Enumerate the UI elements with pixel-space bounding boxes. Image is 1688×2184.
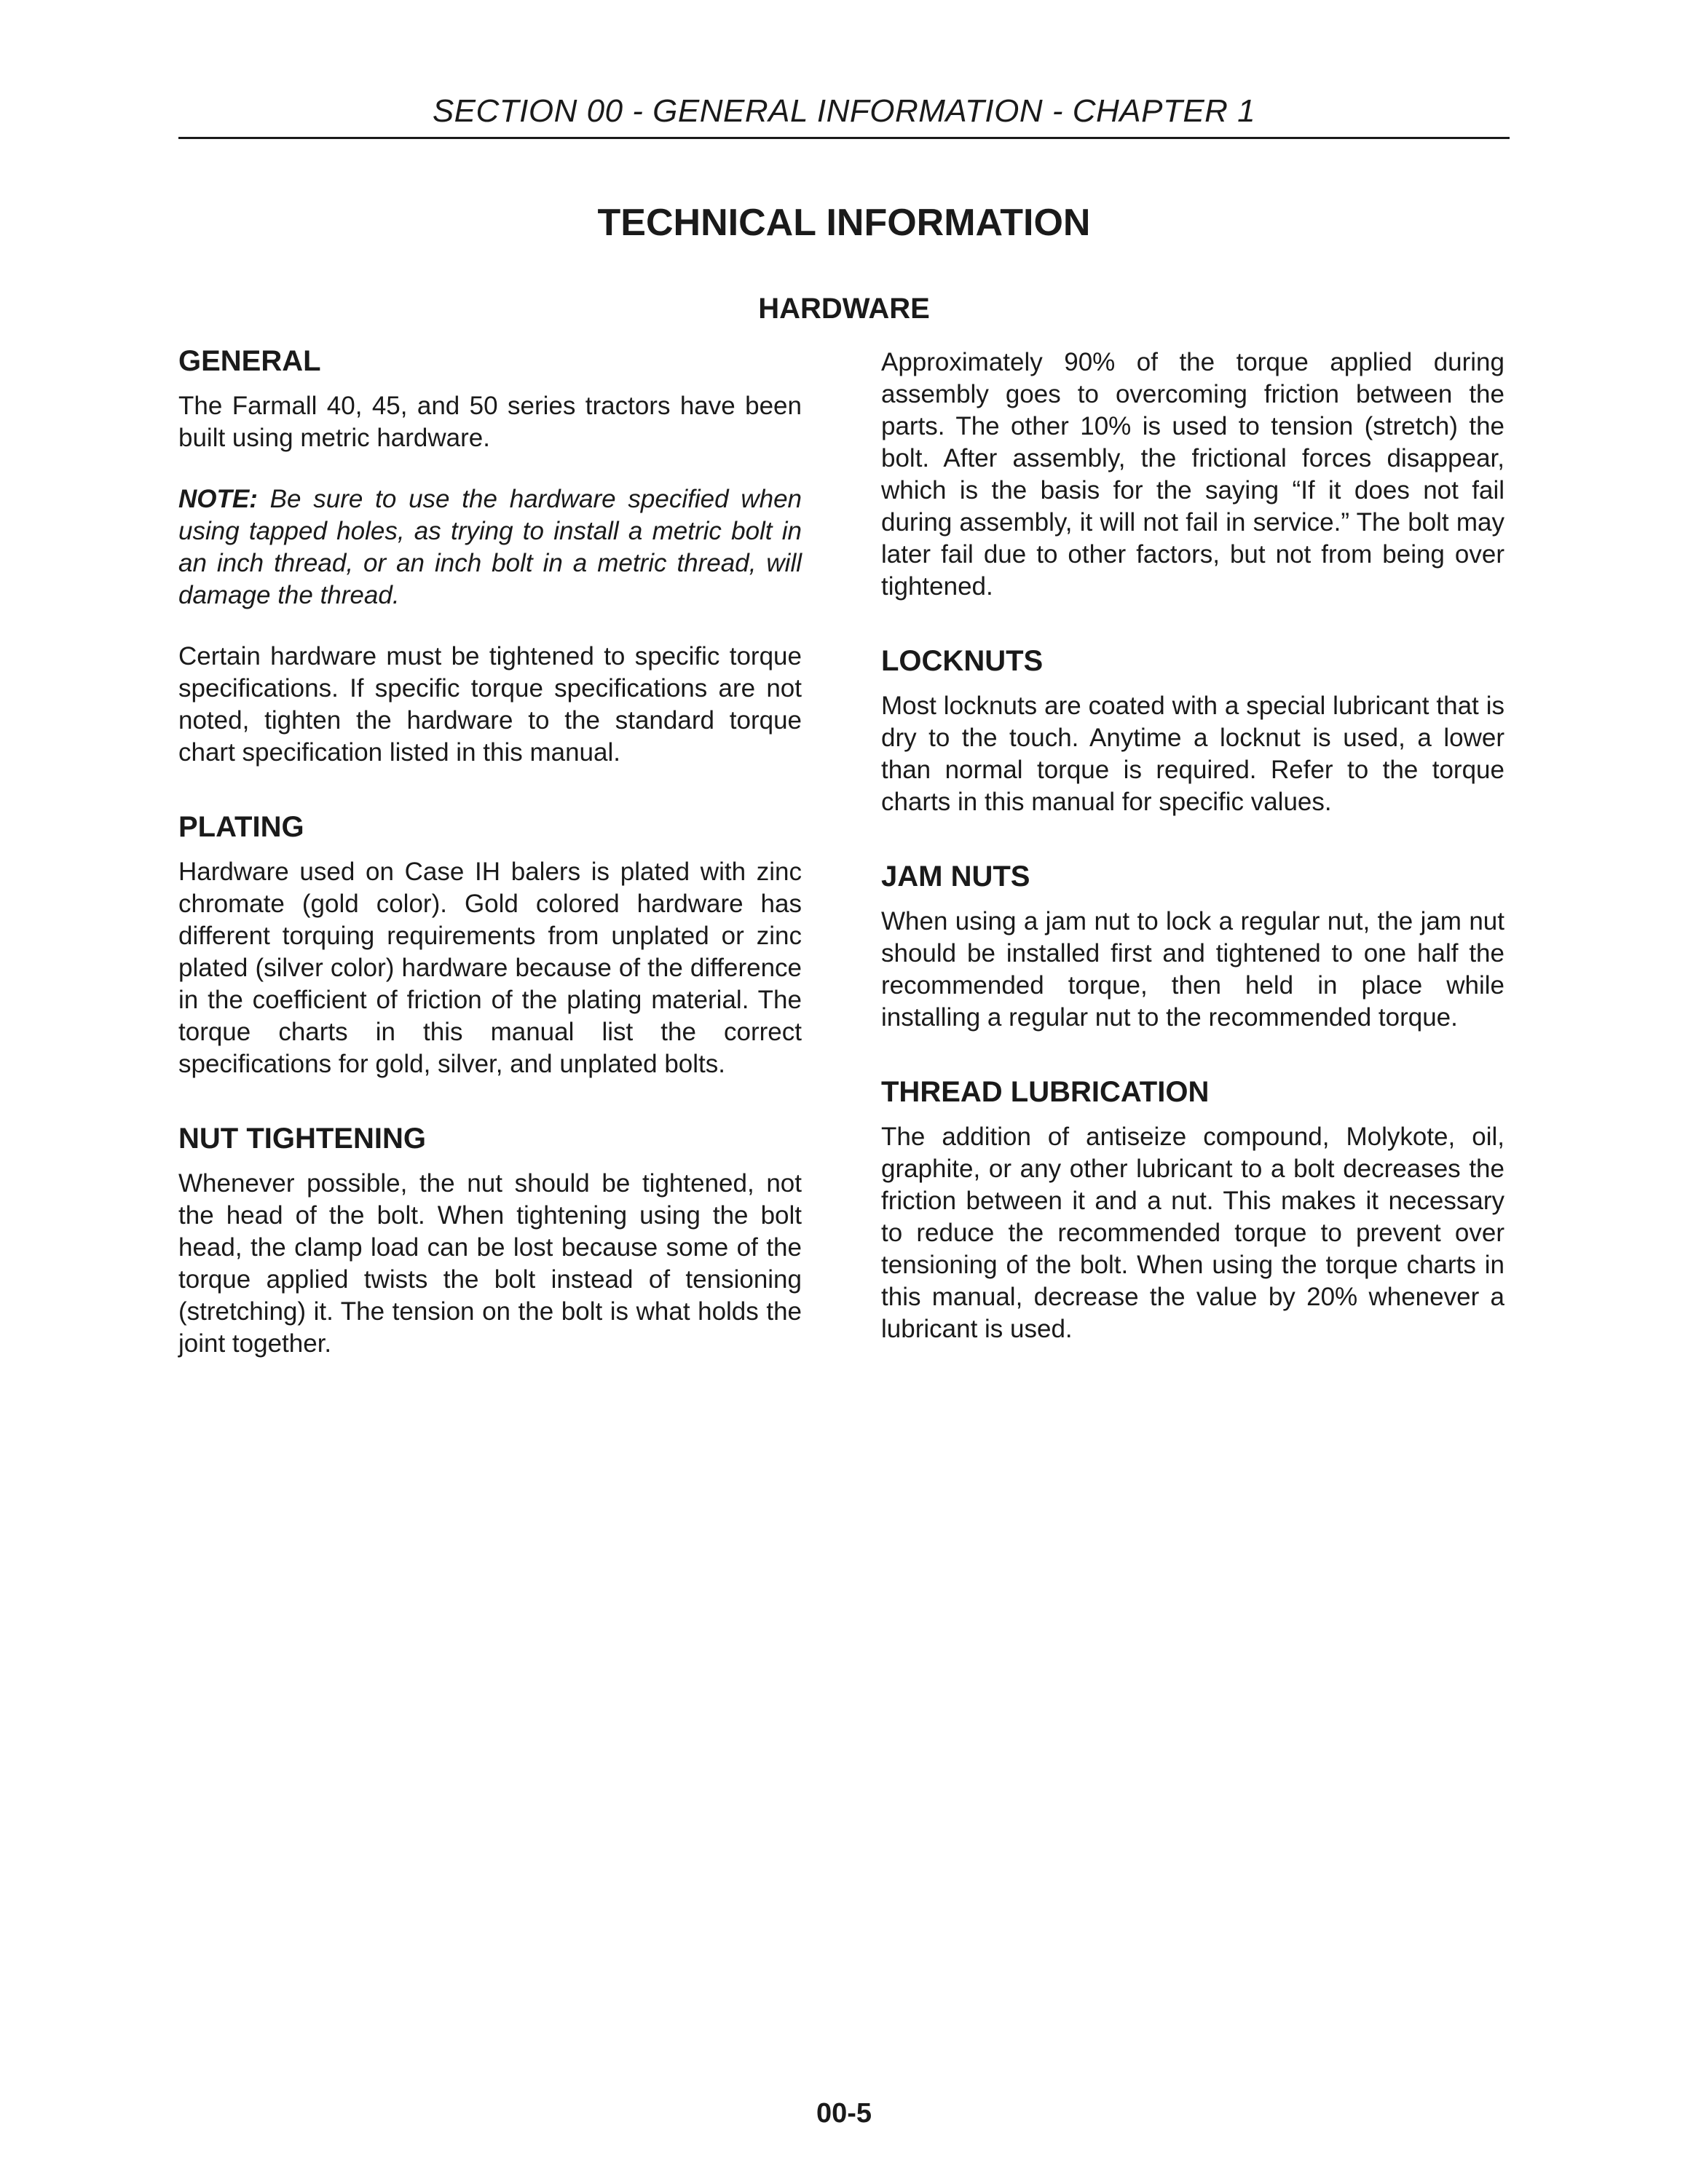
note-paragraph xyxy=(178,483,802,612)
jam-nuts-section xyxy=(881,859,1504,1034)
note-text: Be sure to use the hardware specified when using tapped holes, as trying to install a metric bolt in an inch thread, or an inch bolt in a metric thread, will damage the thread. xyxy=(178,485,802,609)
running-header: SECTION 00 - GENERAL INFORMATION - CHAPTER 1 xyxy=(432,93,1256,129)
jam-nuts-heading: JAM NUTS xyxy=(881,860,1030,893)
thread-lubrication-paragraph: The addition of antiseize compound, Molykote, oil, graphite, or any other lubricant to a bolt decreases the friction between it and a nut. This makes it necessary to reduce the recommended torque to prevent over tensioning of the bolt. When using the torque charts in this manual, decrease the value by 20% whenever a lubricant is used. xyxy=(881,1123,1504,1343)
page-number: 00-5 xyxy=(816,2098,872,2129)
thread-lubrication-heading: THREAD LUBRICATION xyxy=(881,1076,1210,1108)
plating-paragraph: Hardware used on Case IH balers is plated with zinc chromate (gold color). Gold colored hardware has different torquing requirements from unplated or zinc plated (silver color) hardware because of the difference in the coefficient of friction of the plating material. The torque charts in this manual list the correct specifications for gold, silver, and unplated bolts. xyxy=(178,858,802,1078)
page-title: TECHNICAL INFORMATION xyxy=(597,202,1091,244)
section-heading: HARDWARE xyxy=(758,293,930,325)
jam-nuts-paragraph: When using a jam nut to lock a regular nut, the jam nut should be installed first and tightened to one half the recommended torque, then held in place while installing a regular nut to the recommended torque. xyxy=(881,907,1504,1032)
torque-intro-paragraph: Approximately 90% of the torque applied during assembly goes to overcoming friction between the parts. The other 10% is used to tension (stretch) the bolt. After assembly, the frictional forces disappear, which is the basis for the saying “If it does not fail during assembly, it will not fail in service.” The bolt may later fail due to other factors, but not from being over tightened. xyxy=(881,348,1504,601)
note-label: NOTE: xyxy=(178,485,258,513)
locknuts-paragraph: Most locknuts are coated with a special lubricant that is dry to the touch. Anytime a locknut is used, a lower than normal torque is required. Refer to the torque charts in this manual for specific values. xyxy=(881,692,1504,816)
nut-tightening-paragraph: Whenever possible, the nut should be tightened, not the head of the bolt. When tightening using the bolt head, the clamp load can be lost because some of the torque applied twists the bolt instead of tensioning (stretching) it. The tension on the bolt is what holds the joint together. xyxy=(178,1169,802,1358)
right-column xyxy=(881,347,1504,1386)
general-heading: GENERAL xyxy=(178,345,321,377)
torque-intro-section xyxy=(881,347,1504,603)
plating-heading: PLATING xyxy=(178,811,304,843)
general-paragraph-1: The Farmall 40, 45, and 50 series tractors have been built using metric hardware. xyxy=(178,392,802,452)
left-column xyxy=(178,344,802,1401)
header-rule xyxy=(178,137,1510,139)
nut-tightening-section xyxy=(178,1121,802,1360)
nut-tightening-heading: NUT TIGHTENING xyxy=(178,1123,426,1155)
plating-section xyxy=(178,810,802,1080)
general-paragraph-2: Certain hardware must be tightened to specific torque specifications. If specific torque specifications are not noted, tighten the hardware to the standard torque chart specification listed in this manual. xyxy=(178,642,802,767)
locknuts-section xyxy=(881,644,1504,818)
thread-lubrication-section xyxy=(881,1075,1504,1345)
locknuts-heading: LOCKNUTS xyxy=(881,645,1044,677)
general-section xyxy=(178,344,802,769)
